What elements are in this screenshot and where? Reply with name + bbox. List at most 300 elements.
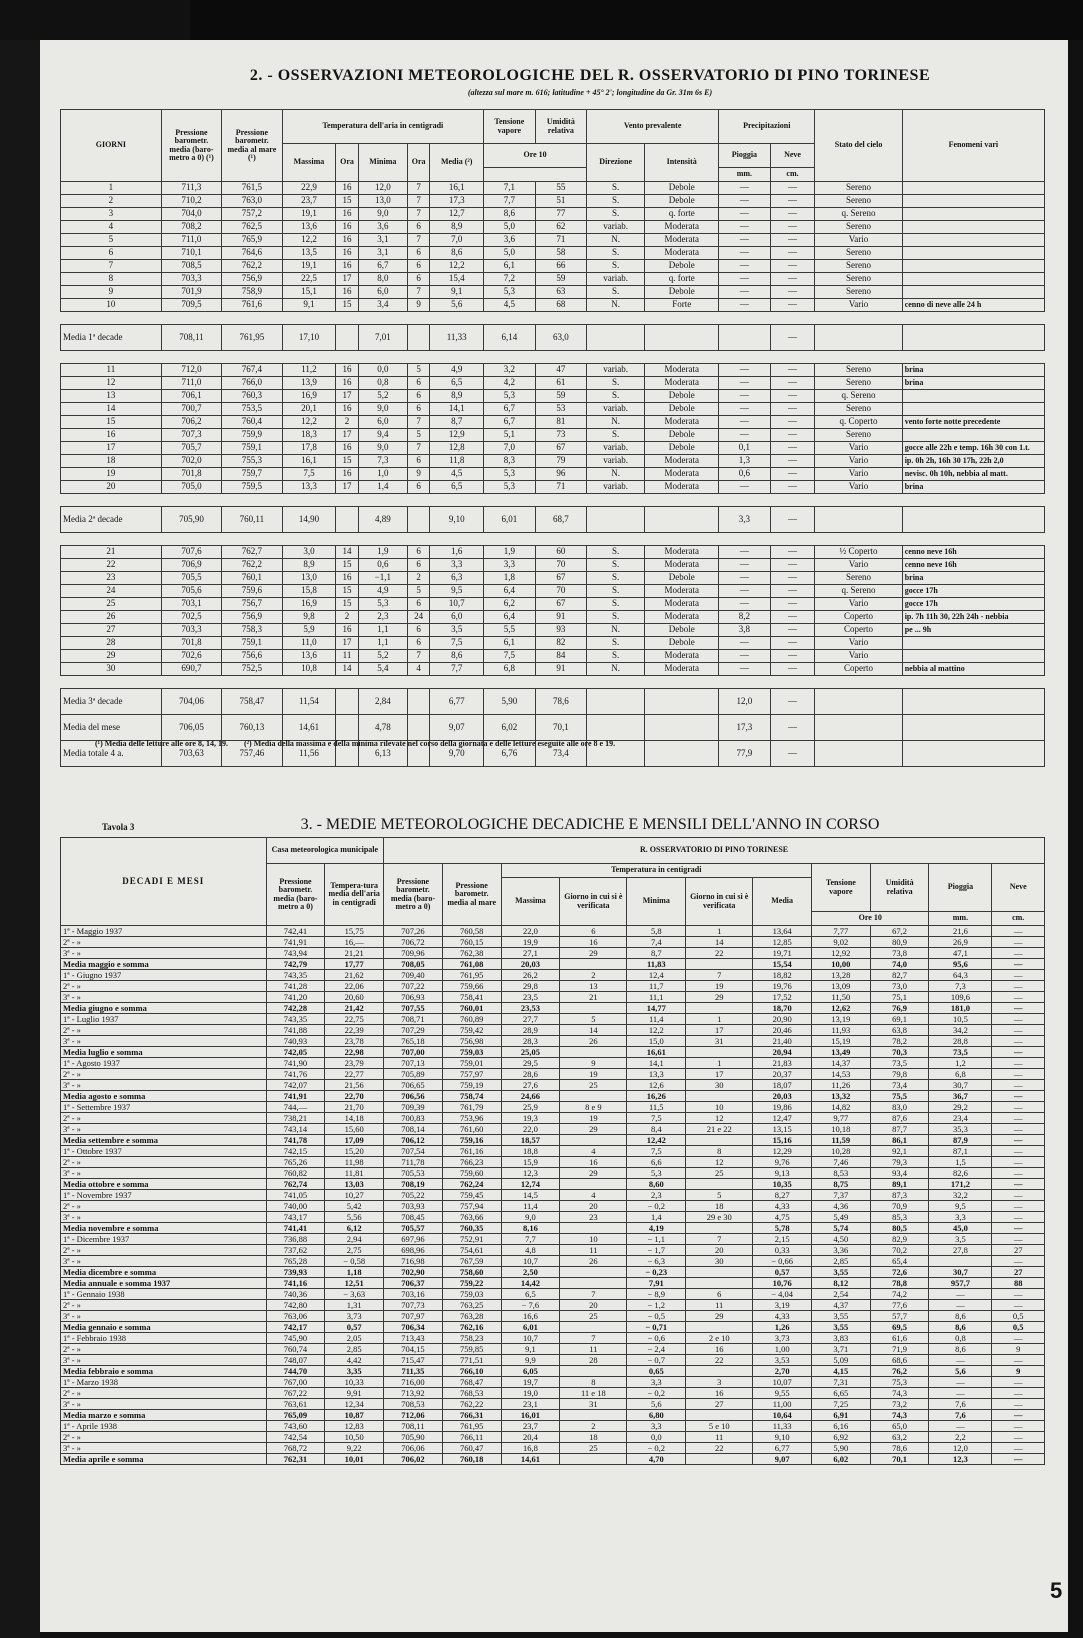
table-cell: — <box>992 1410 1045 1421</box>
table-cell: Debole <box>645 403 719 416</box>
table-row <box>61 611 1045 624</box>
table-cell: 9,1 <box>282 299 336 312</box>
header-giorno-min: Giorno in cui si è verificata <box>686 878 753 926</box>
table-cell: — <box>992 1212 1045 1223</box>
table-cell: 78,2 <box>870 1036 929 1047</box>
table-cell: − 0,71 <box>627 1322 686 1333</box>
table-row <box>61 481 1045 494</box>
table-cell: 760,1 <box>222 572 282 585</box>
table-cell: 11,2 <box>282 364 336 377</box>
table-cell: — <box>992 1135 1045 1146</box>
table-cell: 17 <box>686 1069 753 1080</box>
table-cell: 767,00 <box>266 1377 325 1388</box>
table-row <box>61 234 1045 247</box>
table-cell: — <box>770 403 815 416</box>
table-cell: 742,28 <box>266 1003 325 1014</box>
table-cell: Debole <box>645 624 719 637</box>
table-cell: brina <box>902 364 1044 377</box>
table-cell: 26,2 <box>501 970 560 981</box>
table-cell: 742,80 <box>266 1300 325 1311</box>
table-cell: 764,6 <box>222 247 282 260</box>
table-cell: Media annuale e somma 1937 <box>61 1278 267 1289</box>
table-cell <box>686 1267 753 1278</box>
table-cell: 4,9 <box>358 585 407 598</box>
table-cell: 20,46 <box>753 1025 812 1036</box>
table-cell: Vario <box>815 468 902 481</box>
table-cell: 24,66 <box>501 1091 560 1102</box>
table-cell: 1ª - Marzo 1938 <box>61 1377 267 1388</box>
table-cell: 771,51 <box>442 1355 501 1366</box>
header-giorno-max: Giorno in cui si è verificata <box>560 878 627 926</box>
table-cell: 762,74 <box>266 1179 325 1190</box>
header-precipitazioni: Precipitazioni <box>719 110 815 144</box>
table-cell: 20 <box>560 1201 627 1212</box>
table-cell: 2 <box>560 1421 627 1432</box>
table-cell: − 0,2 <box>627 1443 686 1454</box>
header-pb-oss: Pressione barometr. media (baro-metro a 0) <box>384 864 443 926</box>
table-cell: 3ª - » <box>61 1212 267 1223</box>
table-cell: 22,77 <box>325 1069 384 1080</box>
table-cell: 26,9 <box>929 937 992 948</box>
table-cell: 0,0 <box>358 364 407 377</box>
table-cell: 708,45 <box>384 1212 443 1223</box>
table-cell: 759,5 <box>222 481 282 494</box>
month-average-row <box>61 715 1045 741</box>
table-cell <box>902 273 1044 286</box>
table-cell: 21,83 <box>753 1058 812 1069</box>
table-cell: 759,22 <box>442 1278 501 1289</box>
table-cell <box>686 1047 753 1058</box>
table-cell: 29 <box>686 992 753 1003</box>
table-cell: 706,12 <box>384 1135 443 1146</box>
monthly-summary-row <box>61 1454 1045 1465</box>
table-cell: 4,89 <box>358 507 407 533</box>
header-pressione-barometro: Pressione barometr. media (baro-metro a 0) (¹) <box>161 110 221 182</box>
table-cell: 3,2 <box>484 364 535 377</box>
table-cell: 9,0 <box>358 403 407 416</box>
table-cell: Moderata <box>645 663 719 676</box>
table-cell: 7 <box>686 1234 753 1245</box>
table-cell <box>815 507 902 533</box>
table-cell: 4,33 <box>753 1201 812 1212</box>
table-cell: 13,0 <box>282 572 336 585</box>
table-cell: 71 <box>535 481 586 494</box>
table-cell: 8,9 <box>430 221 484 234</box>
table-cell: 77 <box>535 208 586 221</box>
table-cell: 5,90 <box>812 1443 871 1454</box>
table-cell: 5 <box>560 1014 627 1025</box>
table-cell: 2,85 <box>325 1344 384 1355</box>
table-cell: 2 <box>336 416 358 429</box>
table-cell: Sereno <box>815 182 902 195</box>
table-cell: 760,74 <box>266 1344 325 1355</box>
table-cell: 6 <box>407 247 429 260</box>
table-cell: 15,8 <box>282 585 336 598</box>
table-cell: 7,5 <box>282 468 336 481</box>
table-cell: Media dicembre e somma <box>61 1267 267 1278</box>
table-cell: 5,6 <box>627 1399 686 1410</box>
table-cell: 55 <box>535 182 586 195</box>
table-cell: 2ª - » <box>61 1300 267 1311</box>
table-cell: 759,1 <box>222 442 282 455</box>
table-cell: ip. 7h 11h 30, 22h 24h - nebbia <box>902 611 1044 624</box>
table-cell: 8,0 <box>358 273 407 286</box>
table-cell: 2 e 10 <box>686 1333 753 1344</box>
table-row <box>61 416 1045 429</box>
decade-row <box>61 1344 1045 1355</box>
table-cell: 17 <box>336 390 358 403</box>
table-cell: 109,6 <box>929 992 992 1003</box>
table-cell: — <box>719 637 770 650</box>
table-cell: 67,2 <box>870 926 929 937</box>
table-cell: 14,42 <box>501 1278 560 1289</box>
header-ore-10: Ore 10 <box>484 144 587 168</box>
table-cell: Moderata <box>645 468 719 481</box>
table-cell: 757,97 <box>442 1069 501 1080</box>
header-tensione-3: Tensione vapore <box>812 864 871 912</box>
monthly-summary-row <box>61 1278 1045 1289</box>
table-cell <box>560 1267 627 1278</box>
table-cell: 1,18 <box>325 1267 384 1278</box>
table-cell: 5,4 <box>358 663 407 676</box>
table-cell <box>560 1179 627 1190</box>
table-cell: 759,66 <box>442 981 501 992</box>
table-cell: 20 <box>686 1245 753 1256</box>
header-media: Media (²) <box>430 144 484 182</box>
table-cell: — <box>929 1377 992 1388</box>
table-cell: 9,0 <box>501 1212 560 1223</box>
table-cell: — <box>992 1201 1045 1212</box>
table-cell: 3,73 <box>753 1333 812 1344</box>
scan-border-left <box>0 40 40 1638</box>
table-cell: 15,75 <box>325 926 384 937</box>
table-cell <box>902 260 1044 273</box>
table-cell: 742,07 <box>266 1080 325 1091</box>
table-cell <box>560 1454 627 1465</box>
table-cell: 1ª - Luglio 1937 <box>61 1014 267 1025</box>
table-cell: 69,5 <box>870 1322 929 1333</box>
table-cell: 15,19 <box>812 1036 871 1047</box>
table-cell: 83,0 <box>870 1102 929 1113</box>
table-cell: 22 <box>686 1443 753 1454</box>
table-cell: 59 <box>535 273 586 286</box>
header-stato-cielo: Stato del cielo <box>815 110 902 182</box>
table-cell: 1,00 <box>753 1344 812 1355</box>
table-cell: 2,84 <box>358 689 407 715</box>
table-cell: 81 <box>535 416 586 429</box>
table-cell: 713,43 <box>384 1333 443 1344</box>
table-cell: 19 <box>560 1113 627 1124</box>
table-cell: 8 <box>560 1377 627 1388</box>
table-cell: 7,0 <box>430 234 484 247</box>
table-cell: 15 <box>336 195 358 208</box>
decade-row <box>61 1014 1045 1025</box>
table-cell: 763,61 <box>266 1399 325 1410</box>
table-cell: 8,9 <box>430 390 484 403</box>
table-cell <box>336 715 358 741</box>
table-cell: 13,03 <box>325 1179 384 1190</box>
table-cell: N. <box>587 234 645 247</box>
table-cell: 67 <box>535 442 586 455</box>
table-cell: 743,60 <box>266 1421 325 1432</box>
table-cell: 65,4 <box>870 1256 929 1267</box>
table-cell: 9,0 <box>358 442 407 455</box>
table-cell: 7,6 <box>929 1399 992 1410</box>
table-cell: 74,0 <box>870 959 929 970</box>
table-cell <box>587 507 645 533</box>
table-cell: 741,91 <box>266 1091 325 1102</box>
table-cell: 58 <box>535 247 586 260</box>
table-cell: — <box>719 286 770 299</box>
table-cell: — <box>719 650 770 663</box>
table-cell: 6,2 <box>484 598 535 611</box>
table-cell: 6,5 <box>501 1289 560 1300</box>
table-cell: 30 <box>686 1256 753 1267</box>
table-cell: 762,5 <box>222 221 282 234</box>
table-cell: 2,3 <box>358 611 407 624</box>
table-cell: 7,3 <box>358 455 407 468</box>
table-cell: 763,06 <box>266 1311 325 1322</box>
monthly-summary-row <box>61 1179 1045 1190</box>
table-cell <box>560 959 627 970</box>
table-cell: 72,6 <box>870 1267 929 1278</box>
table-cell: 2ª - » <box>61 1157 267 1168</box>
table-cell: 17,3 <box>719 715 770 741</box>
table-cell: 705,90 <box>161 507 221 533</box>
table-cell: 759,42 <box>442 1025 501 1036</box>
table-cell: 741,20 <box>266 992 325 1003</box>
table-cell: 762,38 <box>442 948 501 959</box>
table-cell: 6 <box>407 273 429 286</box>
table-cell: 711,78 <box>384 1157 443 1168</box>
table-cell <box>560 1003 627 1014</box>
table-cell: 2 <box>61 195 162 208</box>
table-cell: 707,29 <box>384 1025 443 1036</box>
table-cell: − 0,7 <box>627 1355 686 1366</box>
table-cell: 19,71 <box>753 948 812 959</box>
table-cell: 70,1 <box>870 1454 929 1465</box>
table-cell: 29,5 <box>501 1058 560 1069</box>
table-cell: 9 <box>407 468 429 481</box>
table-cell: Debole <box>645 637 719 650</box>
table-cell: — <box>719 273 770 286</box>
table-cell: 6,80 <box>627 1410 686 1421</box>
table-cell <box>815 715 902 741</box>
table-cell: 759,60 <box>442 1168 501 1179</box>
table-row <box>61 429 1045 442</box>
table-cell: 27 <box>992 1245 1045 1256</box>
table-cell: 6,0 <box>358 416 407 429</box>
table-cell <box>815 325 902 351</box>
header-tm-casa: Tempera-tura media dell'aria in centigradi <box>325 864 384 926</box>
table-cell: — <box>770 325 815 351</box>
table-cell: 21,6 <box>929 926 992 937</box>
table-cell: 7,5 <box>430 637 484 650</box>
table-cell: 706,2 <box>161 416 221 429</box>
table-cell: 8,12 <box>812 1278 871 1289</box>
table-cell: 16 <box>560 1157 627 1168</box>
table-cell: 24 <box>61 585 162 598</box>
table-cell: 759,1 <box>222 637 282 650</box>
table-cell: 18 <box>560 1432 627 1443</box>
decade-average-row <box>61 507 1045 533</box>
table-cell: 2,50 <box>501 1267 560 1278</box>
table-cell: 13,6 <box>282 221 336 234</box>
table-cell: 711,3 <box>161 182 221 195</box>
table-cell <box>902 325 1044 351</box>
table-cell: 9,5 <box>929 1201 992 1212</box>
table-cell: 8,27 <box>753 1190 812 1201</box>
table-cell: 10,18 <box>812 1124 871 1135</box>
table-cell: gocce alle 22h e temp. 16h 30 con 1.t. <box>902 442 1044 455</box>
table-cell: gocce 17h <box>902 598 1044 611</box>
table-cell: 6 <box>407 403 429 416</box>
table-cell: 27 <box>992 1267 1045 1278</box>
table-cell: variab. <box>587 364 645 377</box>
table-cell: 11 <box>686 1432 753 1443</box>
table-cell: Moderata <box>645 234 719 247</box>
table-cell: 957,7 <box>929 1278 992 1289</box>
table-cell: 6 <box>407 390 429 403</box>
table-cell: 16 <box>61 429 162 442</box>
table-cell: 29,2 <box>929 1102 992 1113</box>
table-cell: 708,53 <box>384 1399 443 1410</box>
table-cell: 16 <box>686 1344 753 1355</box>
table-cell: 10,00 <box>812 959 871 970</box>
table-cell <box>686 1322 753 1333</box>
table-cell: 1,4 <box>627 1212 686 1223</box>
table-cell: 95,6 <box>929 959 992 970</box>
table-cell: 1,1 <box>358 624 407 637</box>
table-cell: 3,19 <box>753 1300 812 1311</box>
table-cell: 6,1 <box>484 637 535 650</box>
table-cell: 760,35 <box>442 1223 501 1234</box>
table-cell: 744,— <box>266 1102 325 1113</box>
document-page <box>40 40 1068 1632</box>
table-cell: 87,6 <box>870 1113 929 1124</box>
table-cell: 1 <box>686 1058 753 1069</box>
table-cell: Media 1ª decade <box>61 325 162 351</box>
table-cell: 705,0 <box>161 481 221 494</box>
table-cell: 0,8 <box>929 1333 992 1344</box>
table-cell: 710,2 <box>161 195 221 208</box>
header-vento: Vento prevalente <box>587 110 719 144</box>
table-cell: 759,01 <box>442 1058 501 1069</box>
table-cell: 703,16 <box>384 1289 443 1300</box>
table-cell: 16,1 <box>430 182 484 195</box>
table-cell: 2ª - » <box>61 1245 267 1256</box>
header-ora: Ora <box>336 144 358 182</box>
table-cell: 29 <box>560 948 627 959</box>
table-cell: — <box>719 260 770 273</box>
table-cell: 13,3 <box>627 1069 686 1080</box>
table-cell: 63,2 <box>870 1432 929 1443</box>
table-cell: 6,4 <box>484 585 535 598</box>
table-cell: 705,6 <box>161 585 221 598</box>
table-cell <box>587 325 645 351</box>
table-cell: 705,5 <box>161 572 221 585</box>
table-cell: S. <box>587 390 645 403</box>
table-cell: Vario <box>815 299 902 312</box>
table-cell: Moderata <box>645 585 719 598</box>
table-row <box>61 247 1045 260</box>
table-cell: — <box>992 1300 1045 1311</box>
table-cell <box>902 403 1044 416</box>
table-cell: 2,54 <box>812 1289 871 1300</box>
table-cell: Media 2ª decade <box>61 507 162 533</box>
table-cell: 6,02 <box>812 1454 871 1465</box>
table-cell: 82,9 <box>870 1234 929 1245</box>
section-title-3: 3. - MEDIE METEOROLOGICHE DECADICHE E MENSILI DELL'ANNO IN CORSO <box>300 816 880 833</box>
table-row <box>61 650 1045 663</box>
section-title-2: 2. - OSSERVAZIONI METEOROLOGICHE DEL R. OSSERVATORIO DI PINO TORINESE <box>249 67 931 84</box>
table-cell: brina <box>902 481 1044 494</box>
table-cell: 9 <box>61 286 162 299</box>
table-cell: 18,57 <box>501 1135 560 1146</box>
header-tensione: Tensione vapore <box>484 110 535 144</box>
table-cell: 19,3 <box>501 1113 560 1124</box>
table-cell: 14,82 <box>812 1102 871 1113</box>
table-cell: 758,41 <box>442 992 501 1003</box>
table-cell: 11,59 <box>812 1135 871 1146</box>
table-cell: 3,55 <box>812 1322 871 1333</box>
table-cell: 63,8 <box>870 1025 929 1036</box>
table-cell: 0,8 <box>358 377 407 390</box>
table-cell: 704,06 <box>161 689 221 715</box>
table-cell: 741,76 <box>266 1069 325 1080</box>
table-cell: 13,5 <box>282 247 336 260</box>
table-cell: — <box>770 364 815 377</box>
table-cell: 20,03 <box>501 959 560 970</box>
table-cell: 8 <box>61 273 162 286</box>
table-cell: 10,7 <box>501 1256 560 1267</box>
table-cell: 6 <box>407 377 429 390</box>
table-cell: 19,76 <box>753 981 812 992</box>
table-cell: 743,35 <box>266 970 325 981</box>
table-cell: 706,05 <box>161 715 221 741</box>
table-cell: 704,0 <box>161 208 221 221</box>
table-cell: Moderata <box>645 455 719 468</box>
table-cell: — <box>992 1454 1045 1465</box>
table-cell: 6,7 <box>358 260 407 273</box>
header-pioggia: Pioggia <box>719 144 770 168</box>
row-spacer <box>61 312 1045 325</box>
table-cell <box>645 325 719 351</box>
table-cell: 19 <box>686 981 753 992</box>
table-row <box>61 195 1045 208</box>
table-cell: 18,07 <box>753 1080 812 1091</box>
table-cell: 9,13 <box>753 1168 812 1179</box>
decadal-averages-table <box>60 837 1045 1465</box>
table-cell: Coperto <box>815 611 902 624</box>
table-cell: 3,6 <box>358 221 407 234</box>
table-cell: 759,6 <box>222 585 282 598</box>
decade-row <box>61 1102 1045 1113</box>
table-cell: 741,16 <box>266 1278 325 1289</box>
table-cell: 16 <box>336 247 358 260</box>
table-cell: 1ª - Maggio 1937 <box>61 926 267 937</box>
table-cell: 6,77 <box>430 689 484 715</box>
table-cell: brina <box>902 377 1044 390</box>
table-cell: Sereno <box>815 364 902 377</box>
table-cell: 8 e 9 <box>560 1102 627 1113</box>
table-cell: − 6,3 <box>627 1256 686 1267</box>
table-cell: 5,49 <box>812 1212 871 1223</box>
decade-row <box>61 1421 1045 1432</box>
table-cell: 3,5 <box>430 624 484 637</box>
decade-row <box>61 1124 1045 1135</box>
table-cell: 756,9 <box>222 273 282 286</box>
